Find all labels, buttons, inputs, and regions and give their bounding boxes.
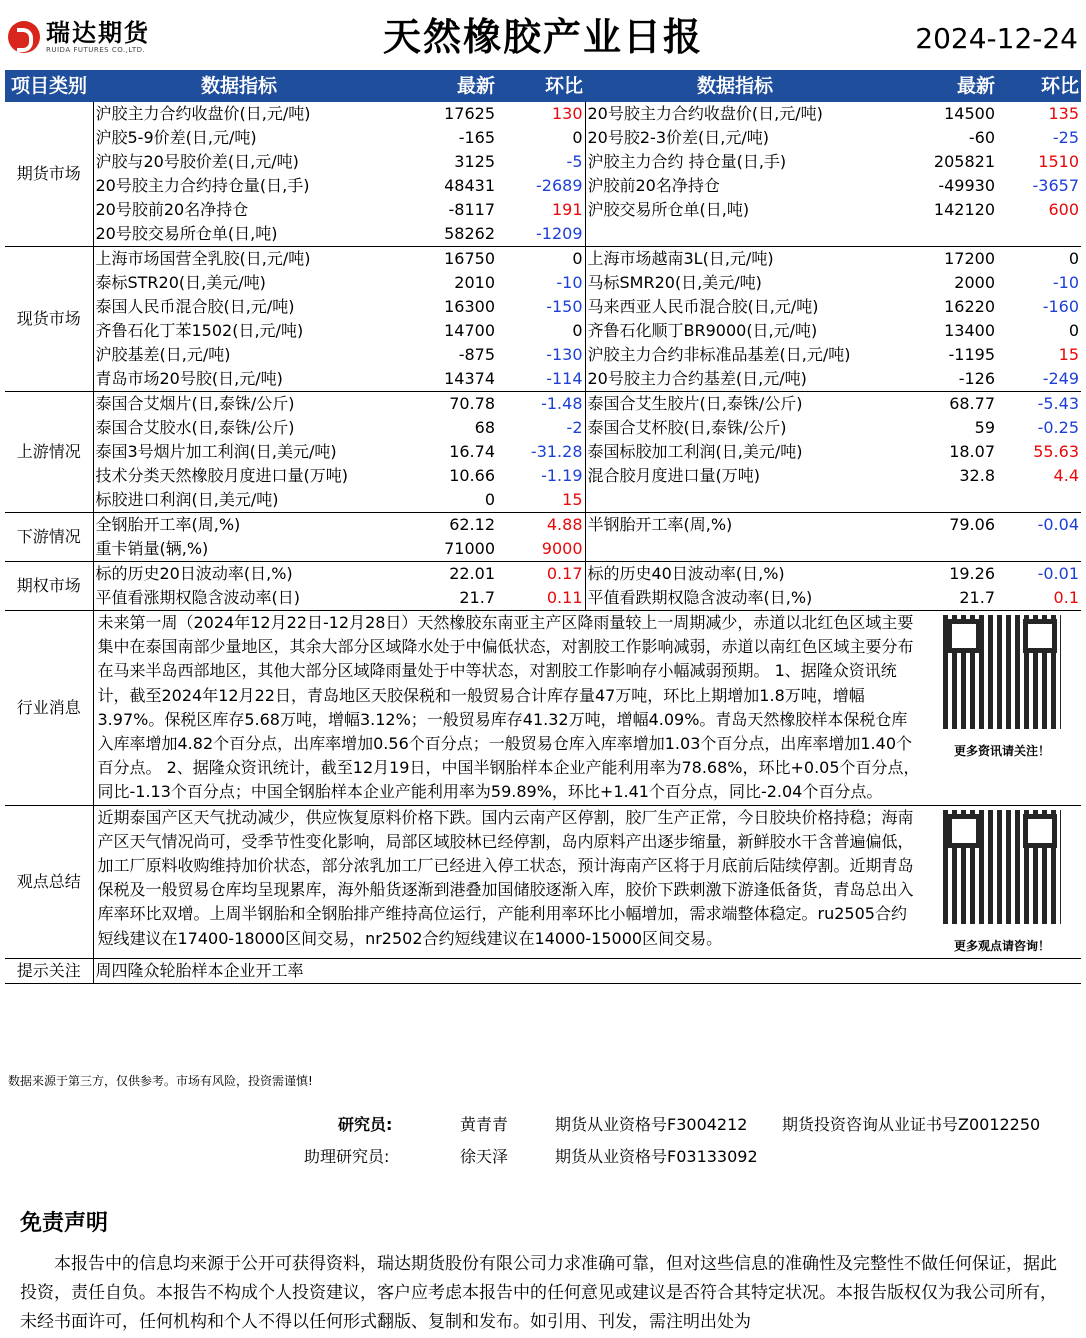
indicator-name: 上海市场越南3L(日,元/吨) (587, 249, 774, 268)
change-value: -114 (497, 367, 585, 392)
indicator-name: 重卡销量(辆,%) (93, 537, 385, 562)
header-indicator-right: 数据指标 (585, 70, 885, 102)
table-header-row (5, 70, 1081, 102)
change-value: 0 (1068, 249, 1079, 268)
category-label: 观点总结 (5, 805, 93, 958)
qr-block (927, 810, 1077, 958)
change-value: 0 (497, 247, 585, 272)
latest-value: 2010 (454, 273, 495, 292)
table-row (5, 198, 1081, 222)
change-value: -2689 (497, 174, 585, 198)
table-row (5, 440, 1081, 464)
change-value: -5.43 (1037, 394, 1079, 413)
report-date: 2024-12-24 (915, 22, 1078, 55)
change-value: -160 (1042, 297, 1079, 316)
table-row (5, 174, 1081, 198)
table-row (5, 464, 1081, 488)
latest-value: 14374 (385, 367, 497, 392)
change-value: 55.63 (1033, 442, 1079, 461)
latest-value: 59 (974, 418, 995, 437)
indicator-name: 平值看跌期权隐含波动率(日,%) (585, 586, 885, 611)
latest-value: 142120 (933, 200, 995, 219)
change-value: -10 (497, 271, 585, 295)
indicator-name: 平值看涨期权隐含波动率(日) (93, 586, 385, 611)
latest-value: 71000 (385, 537, 497, 562)
indicator-name: 20号胶交易所仓单(日,吨) (93, 222, 385, 247)
industry-news-row (5, 611, 1081, 806)
latest-value: -60 (968, 128, 995, 147)
table-row (5, 488, 1081, 513)
hint-row (5, 958, 1081, 983)
table-row (5, 295, 1081, 319)
indicator-name: 20号胶前20名净持仓 (95, 200, 249, 219)
latest-value: 16.74 (449, 442, 495, 461)
change-value: -31.28 (497, 440, 585, 464)
indicator-name: 20号胶2-3价差(日,元/吨) (587, 128, 769, 147)
latest-value: 79.06 (949, 515, 995, 534)
latest-value: 17200 (944, 249, 995, 268)
indicator-name (585, 488, 885, 513)
indicator-name: 20号胶主力合约基差(日,元/吨) (585, 367, 885, 392)
assistant-name: 徐天泽 (460, 1147, 509, 1166)
indicator-name: 泰国合艾胶水(日,泰铢/公斤) (95, 418, 295, 437)
latest-value: 21.7 (885, 586, 997, 611)
category-label: 上游情况 (5, 392, 93, 513)
latest-value: 13400 (944, 321, 995, 340)
assistant-license: 期货从业资格号F03133092 (555, 1147, 758, 1166)
researcher-label: 研究员: (338, 1115, 393, 1134)
latest-value: 0 (385, 488, 497, 513)
disclaimer-body: 本报告中的信息均来源于公开可获得资料，瑞达期货股份有限公司力求准确可靠，但对这些信息的准确性及完整性不做任何保证，据此投资，责任自负。本报告不构成个人投资建议，客户应考虑本报告中的任何意见或建议是否符合其特定状况。本报告版权仅为我公司所有，未经书面许可，任何机构和个人不得以任何形式翻版、复制和发布。如引用、刊发，需注明出处为 (20, 1254, 1057, 1332)
latest-value: 16220 (944, 297, 995, 316)
header-latest-left: 最新 (385, 70, 497, 102)
change-value: 0.1 (997, 586, 1081, 611)
change-value: -10 (1052, 273, 1079, 292)
table-row (5, 102, 1081, 126)
latest-value: 19.26 (949, 564, 995, 583)
indicator-name: 泰国合艾杯胶(日,泰铢/公斤) (587, 418, 787, 437)
change-value: -25 (1052, 128, 1079, 147)
latest-value (885, 537, 997, 562)
disclaimer-title: 免责声明 (20, 1211, 109, 1236)
latest-value: 62.12 (449, 515, 495, 534)
qr-code-icon (943, 810, 1061, 924)
change-value: -0.01 (1037, 564, 1079, 583)
indicator-name: 沪胶基差(日,元/吨) (95, 345, 231, 364)
indicator-name: 沪胶主力合约收盘价(日,元/吨) (95, 104, 311, 123)
latest-value: 16750 (444, 249, 495, 268)
latest-value: 48431 (444, 176, 495, 195)
change-value: 0.17 (497, 562, 585, 587)
qr-caption: 更多观点请咨询！ (953, 938, 1050, 953)
latest-value: -165 (458, 128, 495, 147)
indicator-name: 混合胶月度进口量(万吨) (587, 466, 760, 485)
latest-value: -49930 (938, 176, 995, 195)
table-row (5, 416, 1081, 440)
table-row (5, 367, 1081, 392)
latest-value: -8117 (448, 200, 495, 219)
table-row (5, 271, 1081, 295)
indicator-name: 马标SMR20(日,美元/吨) (587, 273, 762, 292)
indicator-name: 沪胶与20号胶价差(日,元/吨) (95, 152, 299, 171)
header-indicator-left: 数据指标 (93, 70, 385, 102)
indicator-name (585, 537, 885, 562)
indicator-name: 半钢胎开工率(周,%) (587, 515, 733, 534)
change-value: 135 (1048, 104, 1079, 123)
qr-code-icon (943, 615, 1061, 729)
latest-value: 21.7 (385, 586, 497, 611)
report-title: 天然橡胶产业日报 (382, 15, 703, 59)
table-row (5, 126, 1081, 150)
change-value: 130 (497, 102, 585, 126)
hint-text: 周四隆众轮胎样本企业开工率 (93, 958, 1081, 983)
indicator-name: 泰国3号烟片加工利润(日,美元/吨) (95, 442, 337, 461)
indicator-name: 泰标STR20(日,美元/吨) (95, 273, 266, 292)
change-value: 0 (497, 319, 585, 343)
change-value (997, 537, 1081, 562)
change-value (997, 222, 1081, 247)
change-value: 0.11 (497, 586, 585, 611)
indicator-name: 沪胶前20名净持仓 (587, 176, 720, 195)
latest-value: 32.8 (959, 466, 995, 485)
latest-value: 16300 (444, 297, 495, 316)
change-value: 4.4 (1053, 466, 1079, 485)
header-category: 项目类别 (5, 70, 93, 102)
qr-caption: 更多资讯请关注！ (953, 744, 1050, 758)
change-value: -130 (497, 343, 585, 367)
indicator-name: 沪胶主力合约非标准品基差(日,元/吨) (587, 345, 851, 364)
header-change-left: 环比 (497, 70, 585, 102)
researcher-name: 黄青青 (460, 1115, 509, 1134)
latest-value: 68 (474, 418, 495, 437)
view-summary-cell (93, 805, 1081, 958)
latest-value: -875 (458, 345, 495, 364)
table-row (5, 537, 1081, 562)
latest-value: 58262 (385, 222, 497, 247)
change-value: -1.48 (497, 392, 585, 417)
table-row (5, 319, 1081, 343)
latest-value: 70.78 (449, 394, 495, 413)
latest-value (885, 488, 997, 513)
logo-english-name: RUIDA FUTURES CO.,LTD. (46, 46, 146, 54)
data-source-note: 数据来源于第三方，仅供参考。市场有风险，投资需谨慎! (8, 1074, 313, 1088)
latest-value: 205821 (933, 152, 995, 171)
qr-block (927, 615, 1077, 763)
indicator-name: 标的历史20日波动率(日,%) (95, 564, 293, 583)
change-value: 0 (497, 126, 585, 150)
latest-value: 2000 (954, 273, 995, 292)
change-value: -150 (497, 295, 585, 319)
change-value: 191 (497, 198, 585, 222)
latest-value: -126 (885, 367, 997, 392)
table-row (5, 343, 1081, 367)
researcher-license: 期货从业资格号F3004212 (555, 1115, 748, 1134)
change-value: -5 (497, 150, 585, 174)
indicator-name: 沪胶交易所仓单(日,吨) (587, 200, 750, 219)
change-value: 15 (497, 488, 585, 513)
category-label: 下游情况 (5, 513, 93, 562)
category-label: 行业消息 (5, 611, 93, 806)
latest-value: 14500 (944, 104, 995, 123)
latest-value (885, 222, 997, 247)
change-value: -1.19 (497, 464, 585, 488)
category-label: 提示关注 (5, 958, 93, 983)
indicator-name: 沪胶主力合约 持仓量(日,手) (587, 152, 787, 171)
change-value: -1209 (497, 222, 585, 247)
change-value: -0.04 (1037, 515, 1079, 534)
latest-value: 22.01 (449, 564, 495, 583)
indicator-name: 标胶进口利润(日,美元/吨) (93, 488, 385, 513)
indicator-name: 齐鲁石化顺丁BR9000(日,元/吨) (587, 321, 818, 340)
latest-value: 17625 (444, 104, 495, 123)
indicator-name: 泰国合艾烟片(日,泰铢/公斤) (95, 394, 295, 413)
indicator-name: 马来西亚人民币混合胶(日,元/吨) (587, 297, 819, 316)
change-value: -2 (497, 416, 585, 440)
view-summary-row (5, 805, 1081, 958)
table-row (5, 513, 1081, 538)
industry-news-cell (93, 611, 1081, 806)
table-row (5, 222, 1081, 247)
table-row (5, 392, 1081, 417)
indicator-name: 泰国合艾生胶片(日,泰铢/公斤) (587, 394, 803, 413)
change-value: -3657 (1032, 176, 1079, 195)
table-row (5, 562, 1081, 587)
indicator-name: 20号胶主力合约收盘价(日,元/吨) (587, 104, 823, 123)
indicator-name: 标的历史40日波动率(日,%) (587, 564, 785, 583)
logo-chinese-name: 瑞达期货 (46, 19, 150, 47)
table-row (5, 247, 1081, 272)
category-label: 现货市场 (5, 247, 93, 392)
indicator-name: 全钢胎开工率(周,%) (95, 515, 241, 534)
indicator-name (585, 222, 885, 247)
table-row (5, 586, 1081, 611)
header-change-right: 环比 (997, 70, 1081, 102)
industry-news-text: 未来第一周（2024年12月22日-12月28日）天然橡胶东南亚主产区降雨量较上一周期减少，赤道以北红色区域主要集中在泰国南部少量地区，其余大部分区域降水处于中偏低状态，对割胶工作影响减弱，赤道以南红色区域主要分布在马来半岛西部地区，其他大部分区域降雨量处于中等状态，对割胶工作影响存小幅减弱预期。 1、据隆众资讯统计，截至2024年12月22日，青岛地区天胶保税和一般贸易合计库存量47万吨，环比上期增加1.8万吨，增幅3.97%。保税区库存5.68万吨，增幅3.12%；一般贸易库存41.32万吨，增幅4.09%。青岛天然橡胶样本保税仓库入库率增加4.82个百分点，出库率增加0.56个百分点；一般贸易仓库入库率增加1.03个百分点，出库率增加1.40个百分点。 2、据隆众资讯统计，截至12月19日，中国半钢胎样本企业产能利用率为78.68%，环比+0.05个百分点，同比-1.13个百分点；中国全钢胎样本企业产能利用率为59.89%，环比+1.41个百分点，同比-2.04个百分点。 (97, 613, 920, 802)
indicator-name: 青岛市场20号胶(日,元/吨) (93, 367, 385, 392)
researcher-cert: 期货投资咨询从业证书号Z0012250 (782, 1115, 1041, 1134)
category-label: 期权市场 (5, 562, 93, 611)
latest-value: 68.77 (949, 394, 995, 413)
indicator-name: 泰国标胶加工利润(日,美元/吨) (587, 442, 803, 461)
change-value: 15 (1058, 345, 1079, 364)
indicator-name: 技术分类天然橡胶月度进口量(万吨) (95, 466, 348, 485)
indicator-name: 沪胶5-9价差(日,元/吨) (95, 128, 257, 147)
indicator-name: 泰国人民币混合胶(日,元/吨) (95, 297, 295, 316)
change-value: 0 (1068, 321, 1079, 340)
report-header (0, 0, 1086, 68)
latest-value: 14700 (444, 321, 495, 340)
latest-value: 18.07 (949, 442, 995, 461)
category-label: 期货市场 (5, 102, 93, 247)
change-value (997, 488, 1081, 513)
latest-value: 3125 (454, 152, 495, 171)
view-summary-text: 近期泰国产区天气扰动减少，供应恢复原料价格下跌。国内云南产区停割，胶厂生产正常，今日胶块价格持稳；海南产区天气情况尚可，受季节性变化影响，局部区域胶林已经停割，岛内原料产出逐步缩量，新鲜胶水干含普遍偏低，加工厂原料收购维持加价状态，部分浓乳加工厂已经进入停工状态，预计海南产区将于月底前后陆续停割。近期青岛保税及一般贸易仓库均呈现累库，海外船货逐渐到港叠加国储胶逐渐入库，胶价下跌刺激下游逢低备货，青岛总出入库率环比双增。上周半钢胎和全钢胎排产维持高位运行，产能利用率环比小幅增加，需求端整体稳定。ru2505合约短线建议在17400-18000区间交易，nr2502合约短线建议在14000-15000区间交易。 (97, 807, 914, 948)
change-value: 9000 (497, 537, 585, 562)
data-table (5, 70, 1081, 984)
change-value: -249 (997, 367, 1081, 392)
change-value: 600 (1048, 200, 1079, 219)
change-value: 4.88 (497, 513, 585, 538)
change-value: -0.25 (1037, 418, 1079, 437)
header-latest-right: 最新 (885, 70, 997, 102)
assistant-label: 助理研究员: (304, 1147, 390, 1166)
indicator-name: 上海市场国营全乳胶(日,元/吨) (95, 249, 311, 268)
latest-value: 10.66 (449, 466, 495, 485)
indicator-name: 20号胶主力合约持仓量(日,手) (95, 176, 310, 195)
table-row (5, 150, 1081, 174)
indicator-name: 齐鲁石化丁苯1502(日,元/吨) (95, 321, 304, 340)
change-value: 1510 (1038, 152, 1079, 171)
latest-value: -1195 (948, 345, 995, 364)
